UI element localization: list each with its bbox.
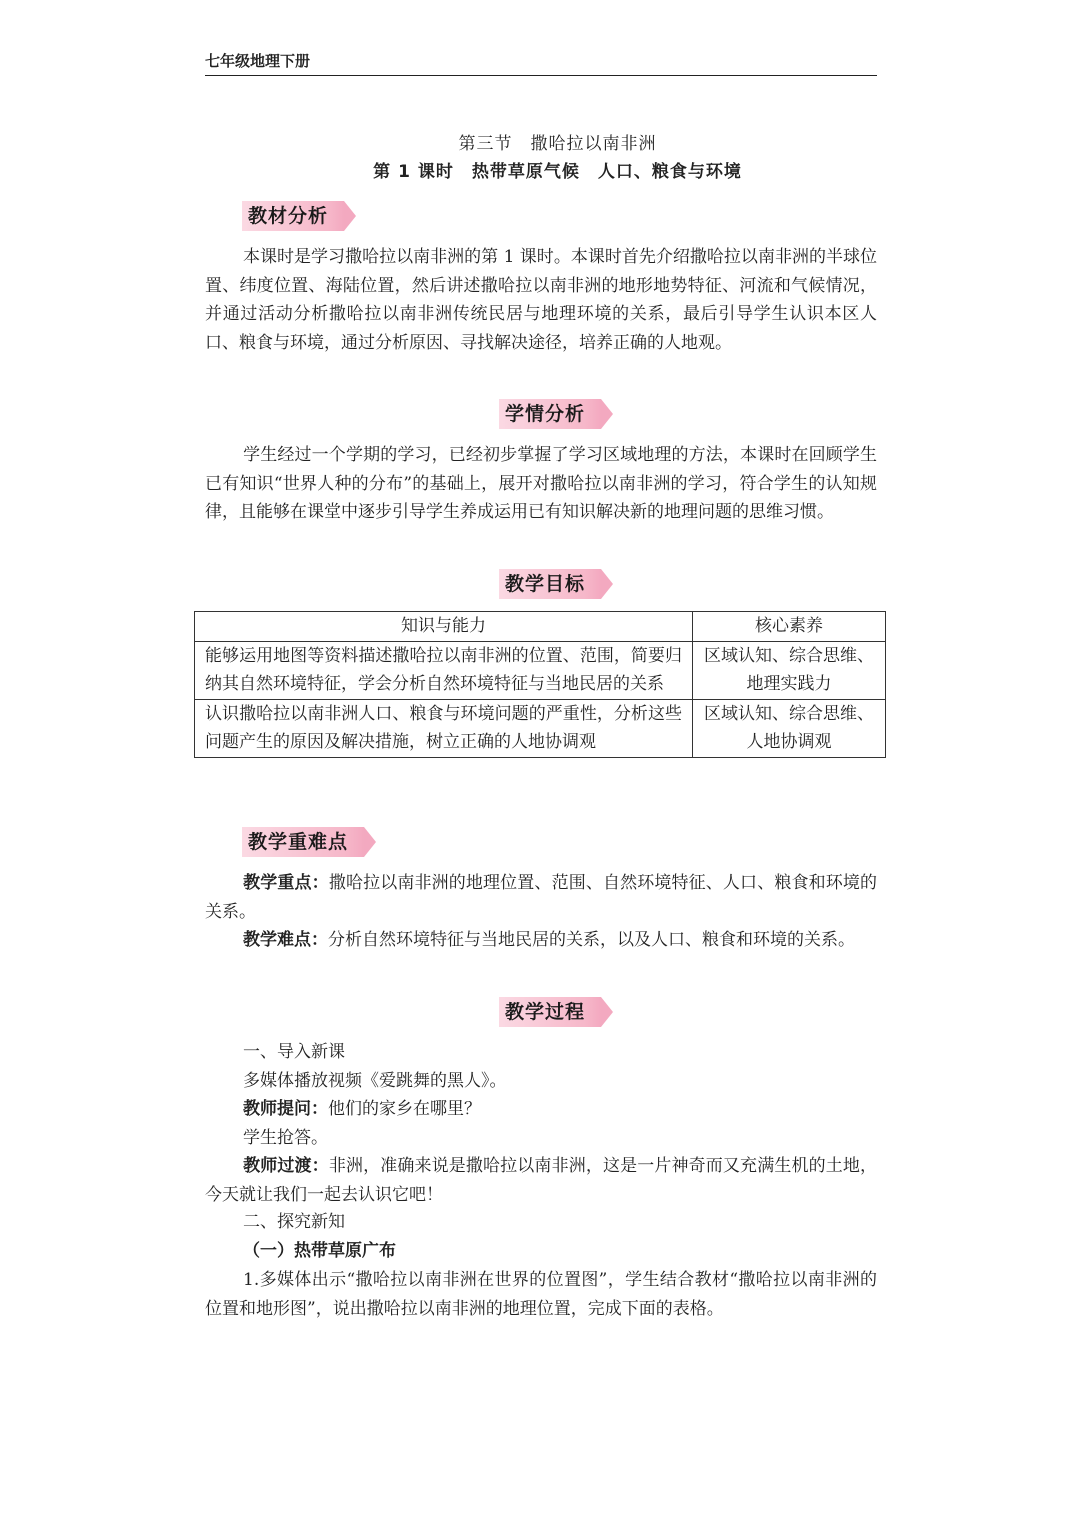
column-header-knowledge: 知识与能力 — [195, 612, 693, 642]
book-header — [205, 48, 877, 76]
transition-label: 教师过渡： — [243, 1156, 329, 1176]
subheading-savanna-text: （一）热带草原广布 — [243, 1241, 396, 1261]
table-header-row — [195, 612, 886, 642]
heading-student-analysis: 学情分析 — [499, 399, 601, 429]
question-text: 他们的家乡在哪里？ — [328, 1099, 481, 1119]
student-analysis-text: 学生经过一个学期的学习，已经初步掌握了学习区域地理的方法，本课时在回顾学生已有知识“世界人种的分布”的基础上，展开对撒哈拉以南非洲的学习，符合学生的认知规律，且能够在课堂中逐步引导学生养成运用已有知识解决新的地理问题的思维习惯。 — [205, 445, 877, 523]
difficulty-label: 教学难点： — [243, 930, 328, 950]
column-header-literacy: 核心素养 — [693, 612, 886, 642]
focus-paragraph — [205, 869, 877, 926]
step-intro-text: 一、导入新课 — [243, 1042, 345, 1062]
section-title: 第三节 撒哈拉以南非洲 — [458, 134, 657, 154]
knowledge-cell: 认识撒哈拉以南非洲人口、粮食与环境问题的严重性，分析这些问题产生的原因及解决措施，树立正确的人地协调观 — [195, 699, 693, 757]
literacy-line: 区域认知、综合思维、 — [704, 645, 874, 666]
question-line — [205, 1095, 877, 1124]
video-text: 多媒体播放视频《爱跳舞的黑人》。 — [243, 1071, 507, 1091]
transition-text: 非洲，准确来说是撒哈拉以南非洲，这是一片神奇而又充满生机的土地，今天就让我们一起去认识它吧！ — [205, 1156, 878, 1205]
heading-textbook-analysis: 教材分析 — [242, 201, 344, 231]
heading-process: 教学过程 — [499, 997, 601, 1027]
step-explore — [205, 1208, 877, 1237]
literacy-line: 人地协调观 — [746, 732, 832, 753]
literacy-line: 地理实践力 — [746, 674, 832, 695]
teaching-goals-table — [194, 611, 886, 758]
book-title: 七年级地理下册 — [205, 52, 311, 70]
focus-label: 教学重点： — [243, 873, 329, 893]
subheading-savanna — [205, 1237, 877, 1266]
answer-text: 学生抢答。 — [243, 1128, 328, 1148]
student-analysis-paragraph — [205, 441, 877, 527]
step-intro — [205, 1038, 877, 1067]
knowledge-cell: 能够运用地图等资料描述撒哈拉以南非洲的位置、范围，简要归纳其自然环境特征，学会分析自然环境特征与当地民居的关系 — [195, 641, 693, 699]
lesson-title: 第 1 课时 热带草原气候 人口、粮食与环境 — [373, 162, 742, 182]
table-row — [195, 641, 886, 699]
video-line — [205, 1067, 877, 1096]
textbook-analysis-text: 本课时是学习撒哈拉以南非洲的第 1 课时。本课时首先介绍撒哈拉以南非洲的半球位置、纬度位置、海陆位置，然后讲述撒哈拉以南非洲的地形地势特征、河流和气候情况，并通过活动分析撒哈拉以南非洲传统民居与地理环境的关系，最后引导学生认识本区人口、粮食与环境，通过分析原因、寻找解决途径，培养正确的人地观。 — [205, 247, 877, 353]
focus-text: 撒哈拉以南非洲的地理位置、范围、自然环境特征、人口、粮食和环境的关系。 — [205, 873, 878, 922]
table-row — [195, 699, 886, 757]
question-label: 教师提问： — [243, 1099, 328, 1119]
item1-text: 1.多媒体出示“撒哈拉以南非洲在世界的位置图”，学生结合教材“撒哈拉以南非洲的位置和地形图”，说出撒哈拉以南非洲的地理位置，完成下面的表格。 — [205, 1270, 877, 1319]
difficulty-paragraph — [205, 926, 877, 955]
step-explore-text: 二、探究新知 — [243, 1212, 345, 1232]
item1-paragraph — [205, 1266, 877, 1323]
answer-line — [205, 1124, 877, 1153]
transition-paragraph — [205, 1152, 877, 1209]
textbook-analysis-paragraph — [205, 243, 877, 357]
heading-key-points: 教学重难点 — [242, 827, 364, 857]
difficulty-text: 分析自然环境特征与当地民居的关系，以及人口、粮食和环境的关系。 — [328, 930, 855, 950]
literacy-cell — [693, 641, 886, 699]
literacy-cell — [693, 699, 886, 757]
literacy-line: 区域认知、综合思维、 — [704, 703, 874, 724]
heading-teaching-goals: 教学目标 — [499, 569, 601, 599]
